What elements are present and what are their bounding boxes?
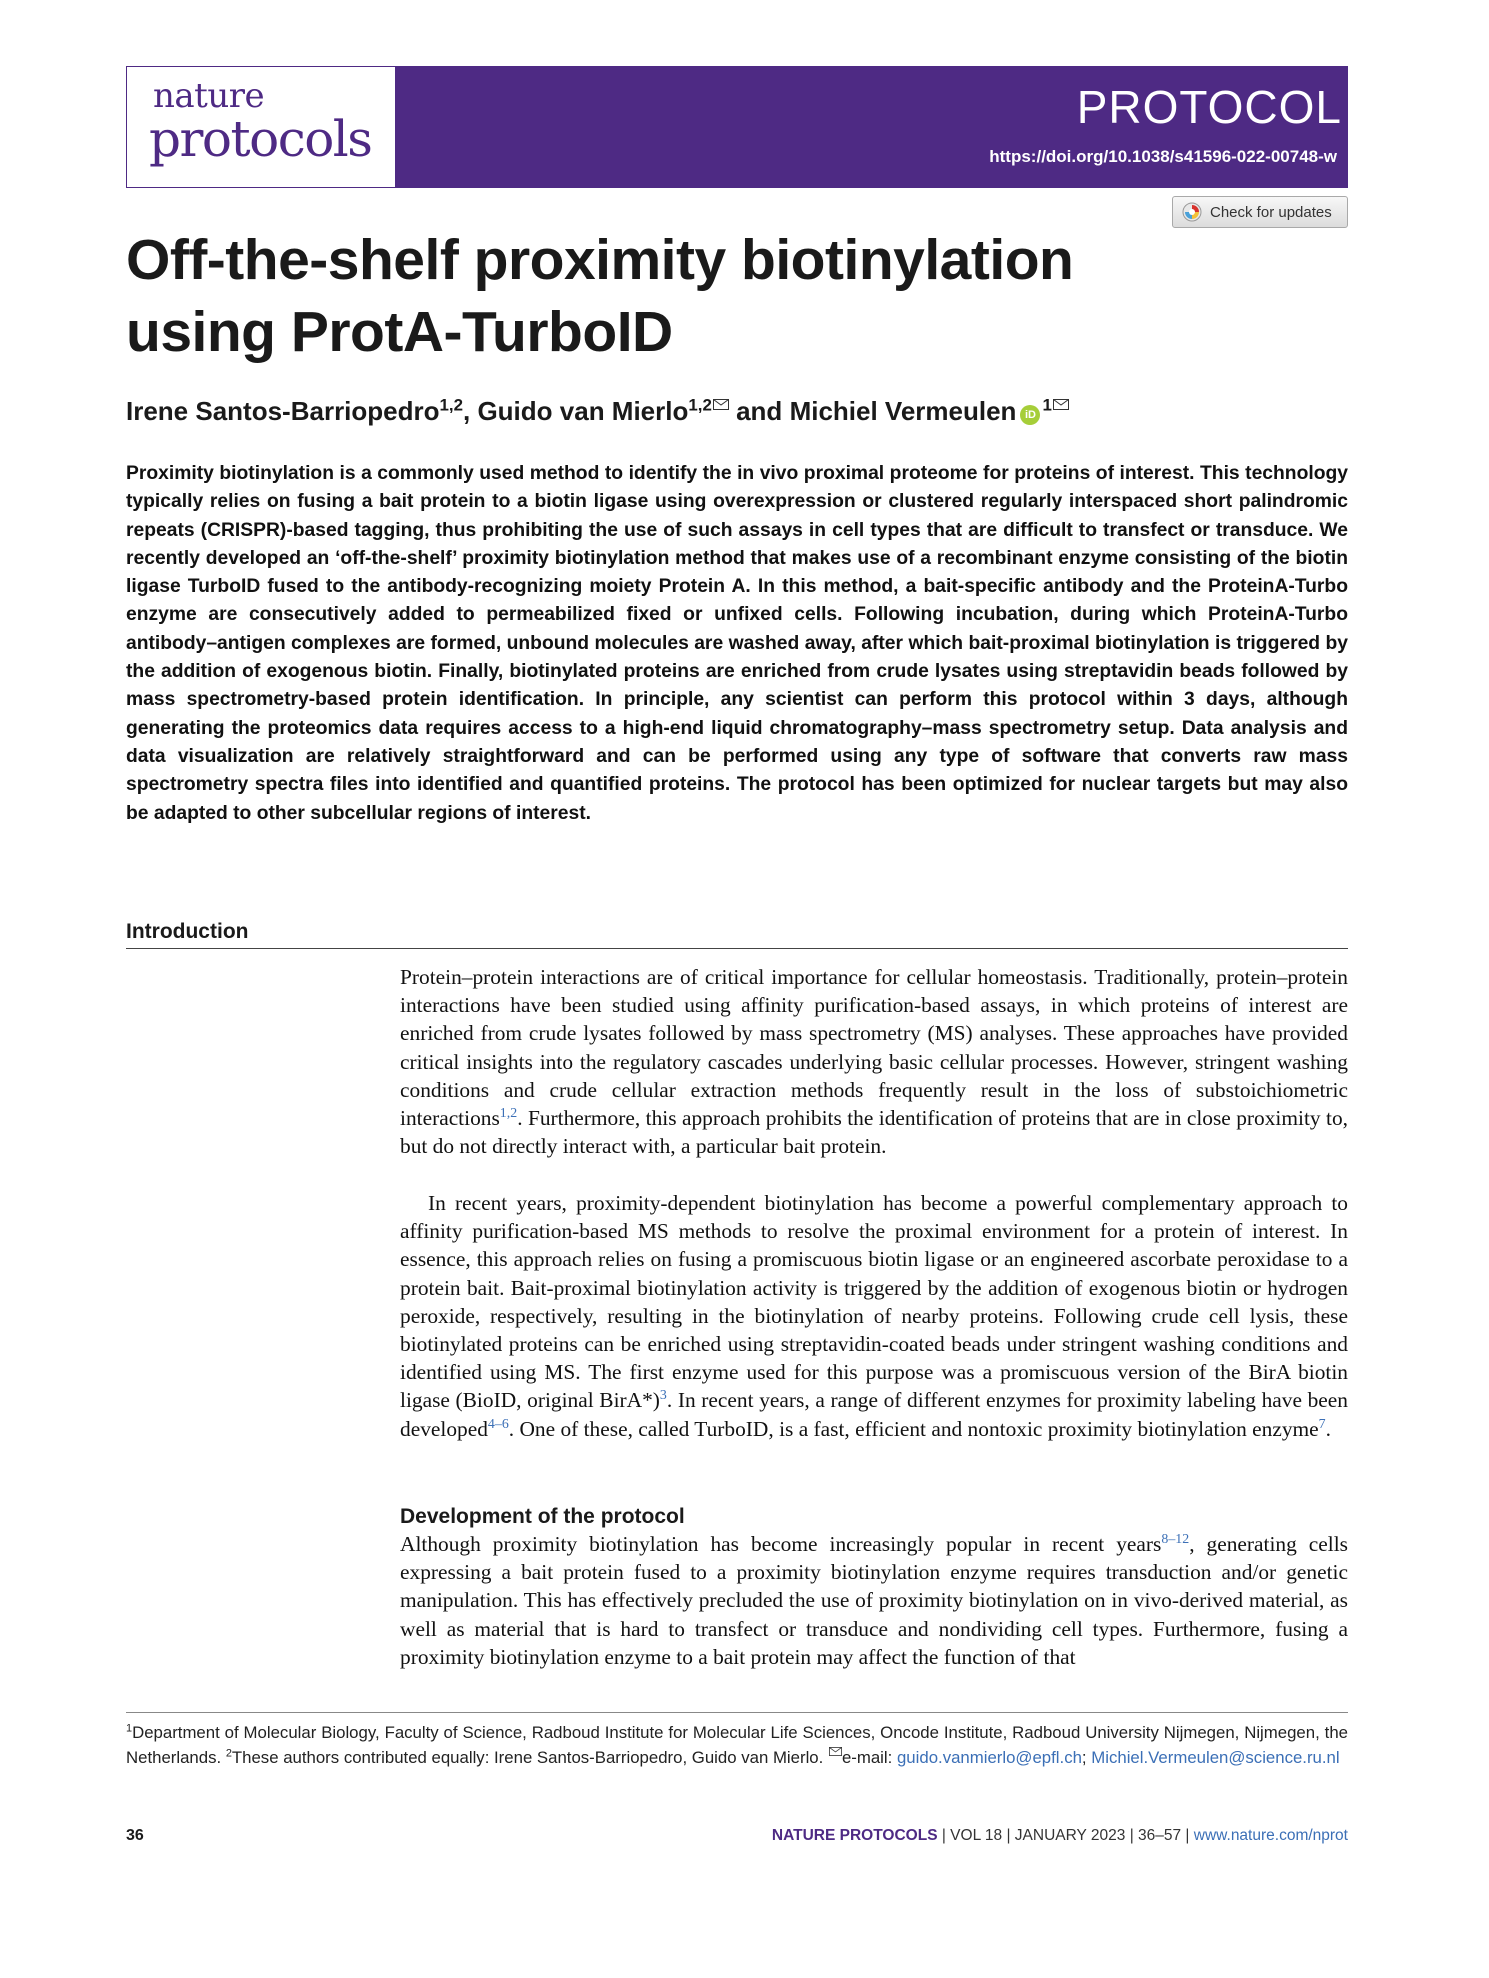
author-name[interactable]: Guido van Mierlo [477,396,689,426]
paragraph-text: . [1325,1416,1331,1441]
author-affiliation-mark: 1,2 [688,395,712,415]
author-conjunction: and [736,396,783,426]
author-affiliation-mark: 1,2 [439,395,463,415]
intro-paragraph [400,963,1348,1160]
section-divider [126,948,1348,949]
page-number: 36 [126,1827,144,1844]
citation-link[interactable]: 1,2 [499,1105,518,1121]
article-title: Off-the-shelf proximity biotinylation using ProtA-TurboID [126,228,1074,364]
paragraph-text: , generating cells expressing a bait protein fused to a proximity biotinylation enzyme requires transduction and/or genetic manipulation. This has effectively precluded the use of proximity biotinylation on in vivo-derived material, as well as material that is hard to transfect or transduce and nondividing cell types. Furthermore, fusing a proximity biotinylation enzyme to a bait protein may affect the function of that [400,1532,1348,1669]
orcid-icon[interactable]: iD [1020,405,1040,425]
email-icon[interactable] [1053,399,1069,410]
paragraph-text: In recent years, proximity-dependent biotinylation has become a powerful complementary approach to affinity purification-based MS methods to resolve the proximal environment for a protein of interest. In essence, this approach relies on fusing a promiscuous biotin ligase or an engineered ascorbate peroxidase to a protein bait. Bait-proximal biotinylation activity is triggered by the addition of exogenous biotin or hydrogen peroxide, respectively, resulting in the biotinylation of nearby proteins. Following crude cell lysis, these biotinylated proteins can be enriched using streptavidin-coated beads under stringent washing conditions and identified using MS. The first enzyme used for this purpose was a promiscuous version of the BirA biotin ligase (BioID, original BirA*) [400,1191,1348,1413]
email-icon[interactable] [713,399,729,410]
logo-text-protocols: protocols [149,110,372,168]
affiliation-text: Department of Molecular Biology, Faculty of Science, Radboud Institute for Molecular Life Sciences, Oncode Institute, Radboud University Nijmegen, Nijmegen, the Netherlands. [126,1723,1348,1767]
subsection-heading-development: Development of the protocol [400,1505,685,1528]
author-affiliation-mark: 1 [1042,395,1052,415]
paragraph-text: Although proximity biotinylation has become increasingly popular in recent years [400,1532,1162,1556]
footnote-mark: 1 [126,1722,133,1735]
article-type-label: PROTOCOL [1076,81,1342,133]
paragraph-text: . Furthermore, this approach prohibits the identification of proteins that are in close proximity to, but do not directly interact with, a particular bait protein. [400,1106,1348,1159]
footnote-mark: 2 [225,1746,232,1759]
abstract-text: Proximity biotinylation is a commonly used method to identify the in vivo proximal proteome for proteins of interest. This technology typically relies on fusing a bait protein to a biotin ligase using overexpression or clustered regularly interspaced short palindromic repeats (CRISPR)-based tagging, thus prohibiting the use of such assays in cell types that are difficult to transfect or transduce. We recently developed an ‘off-the-shelf’ proximity biotinylation method that makes use of a recombinant enzyme consisting of the biotin ligase TurboID fused to the antibody-recognizing moiety Protein A. In this method, a bait-specific antibody and the ProteinA-Turbo enzyme are consecutively added to permeabilized fixed or unfixed cells. Following incubation, during which ProteinA-Turbo antibody–antigen complexes are formed, unbound molecules are washed away, after which bait-proximal biotinylation is triggered by the addition of exogenous biotin. Finally, biotinylated proteins are enriched from crude lysates using streptavidin beads followed by mass spectrometry-based protein identification. In principle, any scientist can perform this protocol within 3 days, although generating the proteomics data requires access to a high-end liquid chromatography–mass spectrometry setup. Data analysis and data visualization are relatively straightforward and can be performed using any type of software that converts raw mass spectrometry spectra files into identified and quantified proteins. The protocol has been optimized for nuclear targets but may also be adapted to other subcellular regions of interest. [126,463,1348,824]
author-name[interactable]: Irene Santos-Barriopedro [126,396,440,426]
journal-url-link[interactable]: www.nature.com/nprot [1193,1827,1348,1844]
citation-link[interactable]: 3 [659,1388,667,1404]
paragraph-text: . One of these, called TurboID, is a fast, efficient and nontoxic proximity biotinylation enzyme [508,1416,1319,1441]
email-icon [829,1747,842,1756]
section-heading-introduction: Introduction [126,920,249,943]
crossmark-icon [1182,202,1202,222]
volume-info: | VOL 18 | JANUARY 2023 | 36–57 | [937,1827,1194,1844]
affiliation-footnote [126,1721,1348,1770]
citation-link[interactable]: 8–12 [1161,1531,1190,1547]
citation-link[interactable]: 4–6 [487,1416,509,1432]
journal-footer [772,1827,1348,1845]
footnote-divider [126,1712,1348,1713]
intro-paragraph [400,1189,1348,1443]
author-list: Irene Santos-Barriopedro$^{1,2}$, Guido van Mierlo$^{1,2}$ and Michiel Vermeulen $iD^1$ [126,394,1276,428]
journal-logo[interactable] [126,66,396,188]
equal-contribution-text: These authors contributed equally: Irene Santos-Barriopedro, Guido van Mierlo. [231,1747,828,1767]
citation-link[interactable]: 7 [1318,1416,1326,1432]
logo-text-nature: nature [153,76,265,116]
journal-name: NATURE PROTOCOLS [771,1827,938,1844]
email-separator: ; [1081,1747,1087,1767]
email-label: e-mail: [841,1747,897,1767]
check-for-updates-label: Check for updates [1210,203,1332,221]
development-paragraph [400,1530,1348,1671]
paragraph-text: Protein–protein interactions are of critical importance for cellular homeostasis. Traditionally, protein–protein interactions have been studied using affinity purification-based assays, in which proteins of interest are enriched from crude lysates followed by mass spectrometry (MS) analyses. These approaches have provided critical insights into the regulatory cascades underlying basic cellular processes. However, stringent washing conditions and crude cellular extraction methods frequently result in the loss of substoichiometric interactions [400,965,1348,1131]
paragraph-text: . In recent years, a range of different enzymes for proximity labeling have been developed [400,1388,1348,1441]
email-link[interactable]: Michiel.Vermeulen@science.ru.nl [1091,1747,1340,1767]
doi-link[interactable]: https://doi.org/10.1038/s41596-022-00748-w [989,147,1337,166]
email-link[interactable]: guido.vanmierlo@epfl.ch [896,1747,1082,1767]
author-name[interactable]: Michiel Vermeulen [789,396,1017,426]
